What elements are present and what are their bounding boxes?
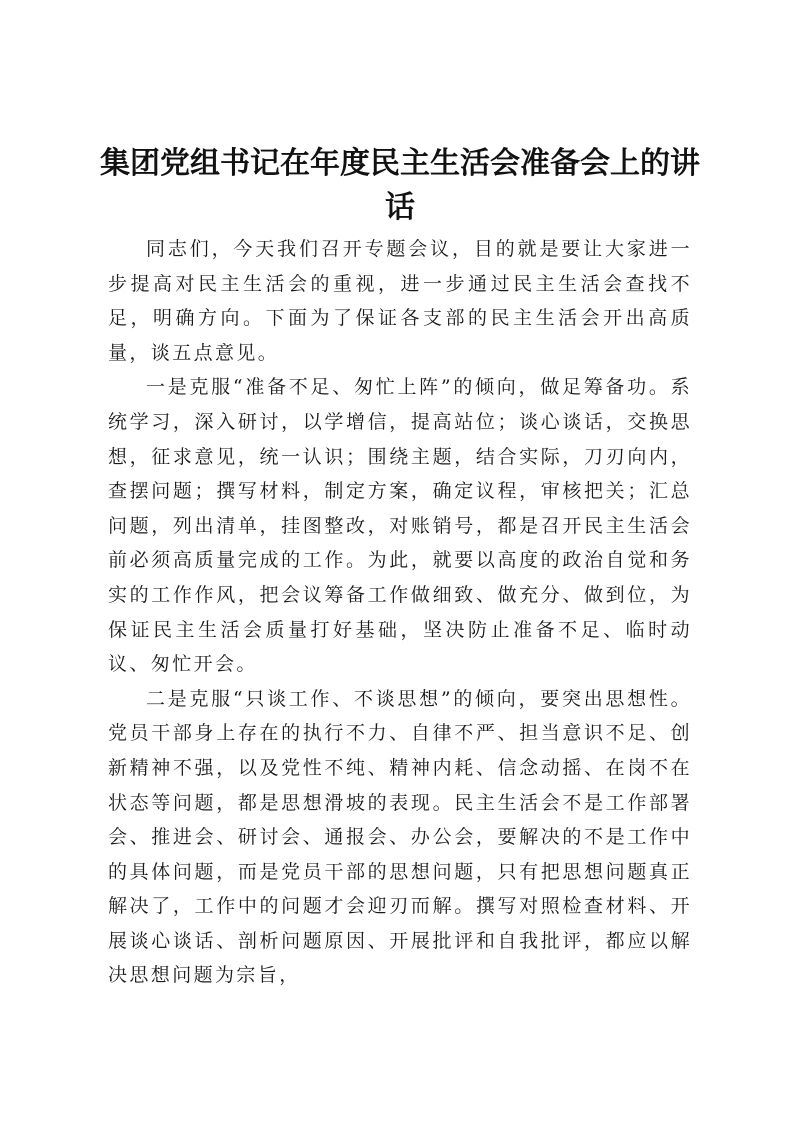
paragraph-point-two: 二是克服“只谈工作、不谈思想”的倾向，要突出思想性。党员干部身上存在的执行不力、自律不严、担当意识不足、创新精神不强，以及党性不纯、精神内耗、信念动摇、在岗不在状态等问题，都是思想滑坡的表现。民主生活会不是工作部署会、推进会、研讨会、通报会、办公会，要解决的不是工作中的具体问题，而是党员干部的思想问题，只有把思想问题真正解决了，工作中的问题才会迎刃而解。撰写对照检查材料、开展谈心谈话、剖析问题原因、开展批评和自我批评，都应以解决思想问题为宗旨， <box>108 687 692 987</box>
document-body <box>108 232 692 993</box>
paragraph-point-one: 一是克服“准备不足、匆忙上阵”的倾向，做足筹备功。系统学习，深入研讨，以学增信，提高站位；谈心谈话，交换思想，征求意见，统一认识；围绕主题，结合实际，刀刃向内，查摆问题；撰写材料，制定方案，确定议程，审核把关；汇总问题，列出清单，挂图整改，对账销号，都是召开民主生活会前必须高质量完成的工作。为此，就要以高度的政治自觉和务实的工作作风，把会议筹备工作做细致、做充分、做到位，为保证民主生活会质量打好基础，坚决防止准备不足、临时动议、匆忙开会。 <box>108 376 692 676</box>
paragraph-opening: 同志们，今天我们召开专题会议，目的就是要让大家进一步提高对民主生活会的重视，进一步通过民主生活会查找不足，明确方向。下面为了保证各支部的民主生活会开出高质量，谈五点意见。 <box>108 238 692 364</box>
document-title: 集团党组书记在年度民主生活会准备会上的讲话 <box>100 146 700 225</box>
